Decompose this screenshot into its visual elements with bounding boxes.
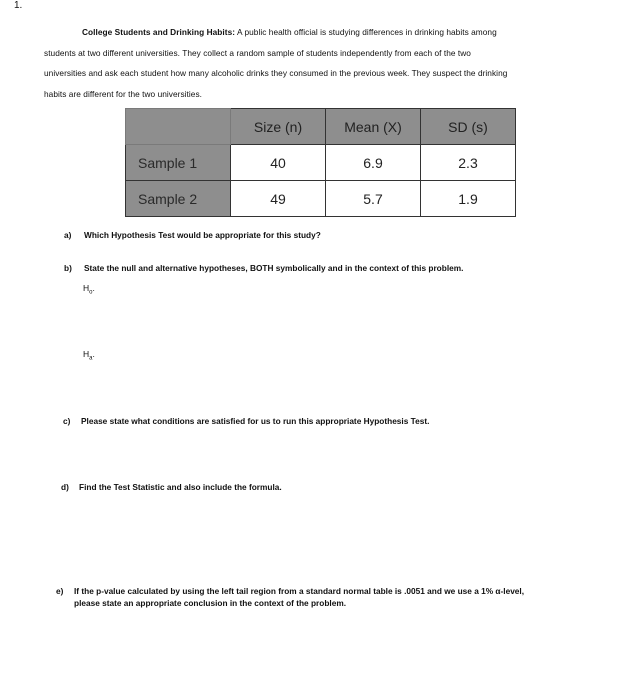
null-hypothesis-symbol: H xyxy=(83,283,90,293)
intro-line-1 xyxy=(44,22,592,43)
part-e-label: e) xyxy=(56,586,64,596)
header-sd: SD (s) xyxy=(421,109,516,145)
sample-2-size: 49 xyxy=(231,181,326,217)
table-corner xyxy=(126,109,231,145)
alternative-hypothesis-subscript: a xyxy=(89,355,93,362)
part-a-label: a) xyxy=(64,230,72,240)
part-d xyxy=(61,481,282,493)
intro-text-1: A public health official is studying differences in drinking habits among xyxy=(236,27,497,37)
sample-table xyxy=(125,108,516,217)
table-row xyxy=(126,181,516,217)
sample-2-sd: 1.9 xyxy=(421,181,516,217)
alternative-hypothesis-symbol: H xyxy=(83,349,90,359)
part-c-label: c) xyxy=(63,416,71,426)
sample-1-mean: 6.9 xyxy=(326,145,421,181)
part-b-text: State the null and alternative hypotheses, BOTH symbolically and in the context of this problem. xyxy=(84,263,464,273)
header-mean: Mean (X) xyxy=(326,109,421,145)
sample-1-size: 40 xyxy=(231,145,326,181)
part-b xyxy=(64,262,463,274)
part-e xyxy=(56,585,524,609)
part-a-text: Which Hypothesis Test would be appropriate for this study? xyxy=(84,230,321,240)
table-row xyxy=(126,145,516,181)
null-hypothesis: $H_o$. xyxy=(83,283,95,296)
part-c-text: Please state what conditions are satisfied for us to run this appropriate Hypothesis Test. xyxy=(81,416,430,426)
table-header-row xyxy=(126,109,516,145)
question-number: 1. xyxy=(14,0,23,11)
part-e-line-2: please state an appropriate conclusion in the context of the problem. xyxy=(74,598,347,608)
part-e-line-1: If the p-value calculated by using the left tail region from a standard normal table is .0051 and we use a 1% α-level, xyxy=(74,586,525,596)
part-d-label: d) xyxy=(61,482,69,492)
sample-1-sd: 2.3 xyxy=(421,145,516,181)
part-a xyxy=(64,229,321,241)
row-label-sample-2: Sample 2 xyxy=(126,181,231,217)
intro-line-4: habits are different for the two universities. xyxy=(44,88,203,99)
part-b-label: b) xyxy=(64,263,72,273)
problem-title: College Students and Drinking Habits: xyxy=(82,27,236,37)
row-label-sample-1: Sample 1 xyxy=(126,145,231,181)
intro-line-2: students at two different universities. They collect a random sample of students independently from each of the two xyxy=(44,47,471,58)
part-d-text: Find the Test Statistic and also include the formula. xyxy=(79,482,282,492)
sample-2-mean: 5.7 xyxy=(326,181,421,217)
null-hypothesis-subscript: o xyxy=(89,289,93,296)
header-size: Size (n) xyxy=(231,109,326,145)
problem-intro xyxy=(44,22,592,104)
alternative-hypothesis: $H_a$. xyxy=(83,349,95,362)
part-c xyxy=(63,415,429,427)
intro-line-3: universities and ask each student how many alcoholic drinks they consumed in the previous week. They suspect the drinking xyxy=(44,68,508,78)
